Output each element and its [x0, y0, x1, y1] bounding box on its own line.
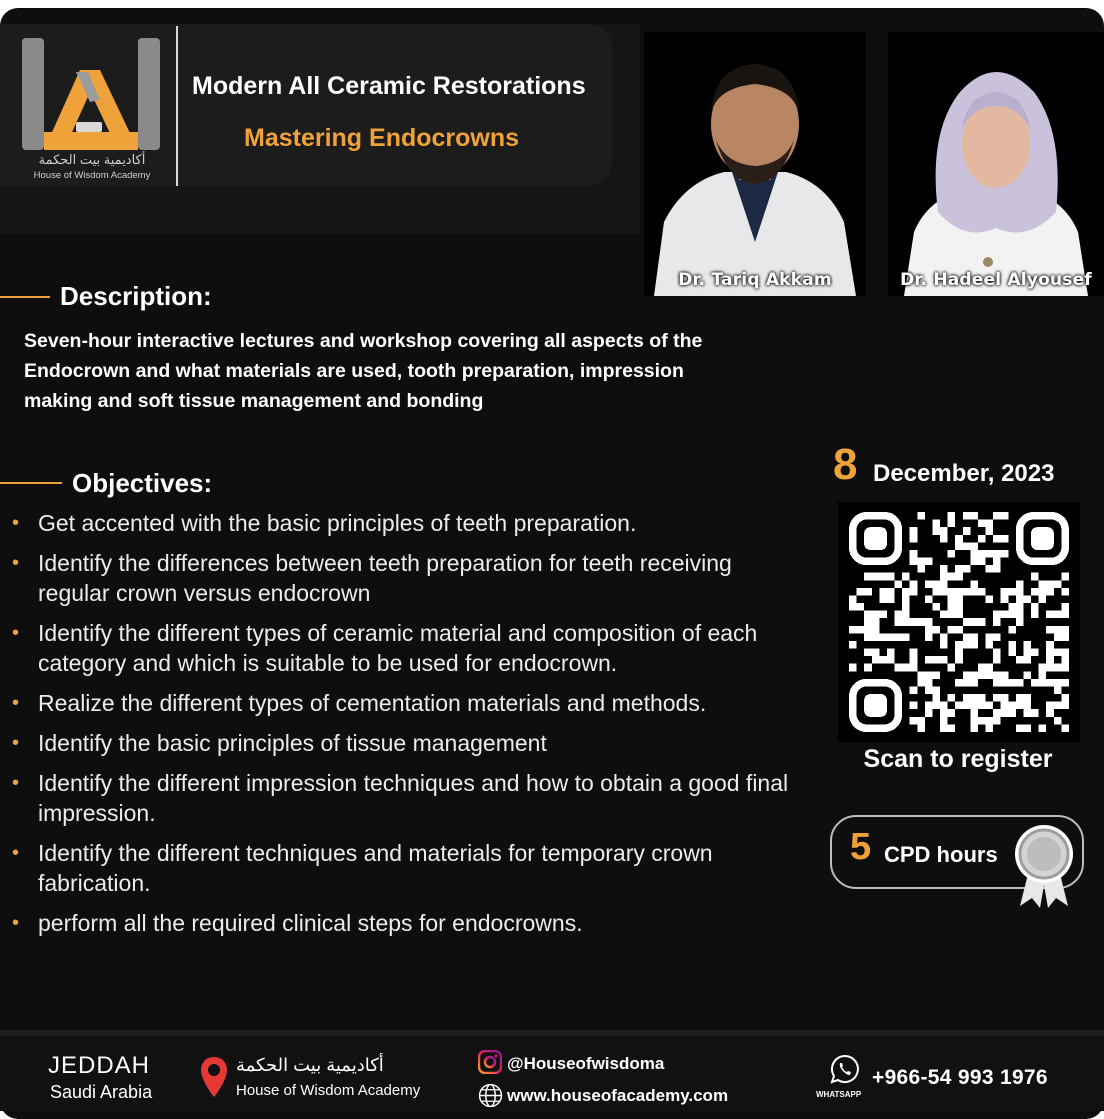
bullet-icon: • [12, 622, 20, 644]
bullet-icon: • [12, 732, 20, 754]
list-item [0, 508, 800, 538]
event-month-year: December, 2023 [873, 460, 1055, 487]
objective-text: Identify the different impression techniques and how to obtain a good final impression. [38, 770, 789, 826]
medal-icon [1012, 822, 1076, 910]
list-item [0, 728, 800, 758]
list-item [0, 908, 800, 938]
footer-country: Saudi Arabia [50, 1082, 153, 1102]
logo-divider [176, 26, 178, 186]
objective-text: Identify the differences between teeth preparation for teeth receiving regular crown versus endocrown [38, 550, 732, 606]
bullet-icon: • [12, 842, 20, 864]
footer-academy-english: House of Wisdom Academy [236, 1082, 421, 1099]
location-pin-icon [199, 1055, 229, 1099]
speaker-card-2 [888, 32, 1104, 296]
footer-website[interactable]: www.houseofacademy.com [507, 1086, 729, 1105]
speaker-photo-2 [888, 32, 1104, 296]
objective-text: Identify the different types of ceramic material and composition of each category and which is suitable to be used for endocrown. [38, 620, 758, 676]
whatsapp-icon[interactable] [830, 1054, 860, 1084]
objectives-heading: Objectives: [72, 468, 213, 498]
logo-arabic-text: أكاديمية بيت الحكمة [38, 152, 146, 167]
whatsapp-label: WHATSAPP [816, 1090, 862, 1099]
objective-text: Identify the different techniques and materials for temporary crown fabrication. [38, 840, 713, 896]
course-subtitle: Mastering Endocrowns [244, 124, 520, 152]
list-item [0, 548, 800, 608]
objective-text: Identify the basic principles of tissue management [38, 730, 547, 756]
objective-text: Get accented with the basic principles of teeth preparation. [38, 510, 637, 536]
objective-text: Realize the different types of cementation materials and methods. [38, 690, 707, 716]
objectives-accent-line [0, 482, 62, 484]
cpd-hours-label: CPD hours [884, 842, 998, 867]
bullet-icon: • [12, 552, 20, 574]
event-day: 8 [833, 440, 858, 489]
description-heading: Description: [60, 281, 212, 311]
bullet-icon: • [12, 512, 20, 534]
course-title: Modern All Ceramic Restorations [192, 72, 586, 100]
speaker-name-1: Dr. Tariq Akkam [678, 270, 832, 290]
academy-logo [20, 32, 170, 192]
globe-icon [478, 1083, 503, 1108]
objectives-list [0, 508, 800, 948]
list-item [0, 688, 800, 718]
footer-city: JEDDAH [48, 1052, 151, 1079]
description-accent-line [0, 296, 50, 298]
logo-english-text: House of Wisdom Academy [33, 170, 151, 181]
registration-qr-code[interactable] [838, 502, 1080, 742]
footer-phone[interactable]: +966-54 993 1976 [872, 1066, 1048, 1089]
bullet-icon: • [12, 692, 20, 714]
speaker-name-2: Dr. Hadeel Alyousef [900, 270, 1092, 290]
list-item [0, 618, 800, 678]
bullet-icon: • [12, 772, 20, 794]
description-text: Seven-hour interactive lectures and workshop covering all aspects of the Endocrown and what materials are used, tooth preparation, impression making and soft tissue management and bonding [24, 330, 703, 412]
speaker-card-1 [644, 32, 866, 296]
list-item [0, 838, 800, 898]
footer-academy-arabic: أكاديمية بيت الحكمة [236, 1055, 384, 1075]
cpd-hours-number: 5 [850, 826, 872, 868]
qr-code-pattern [848, 512, 1070, 732]
speaker-photo-1 [644, 32, 866, 296]
bullet-icon: • [12, 912, 20, 934]
instagram-icon[interactable] [478, 1050, 502, 1074]
list-item [0, 768, 800, 828]
objective-text: perform all the required clinical steps for endocrowns. [38, 910, 583, 936]
scan-to-register-label: Scan to register [863, 745, 1053, 773]
footer-instagram-handle[interactable]: @Houseofwisdoma [507, 1054, 665, 1073]
